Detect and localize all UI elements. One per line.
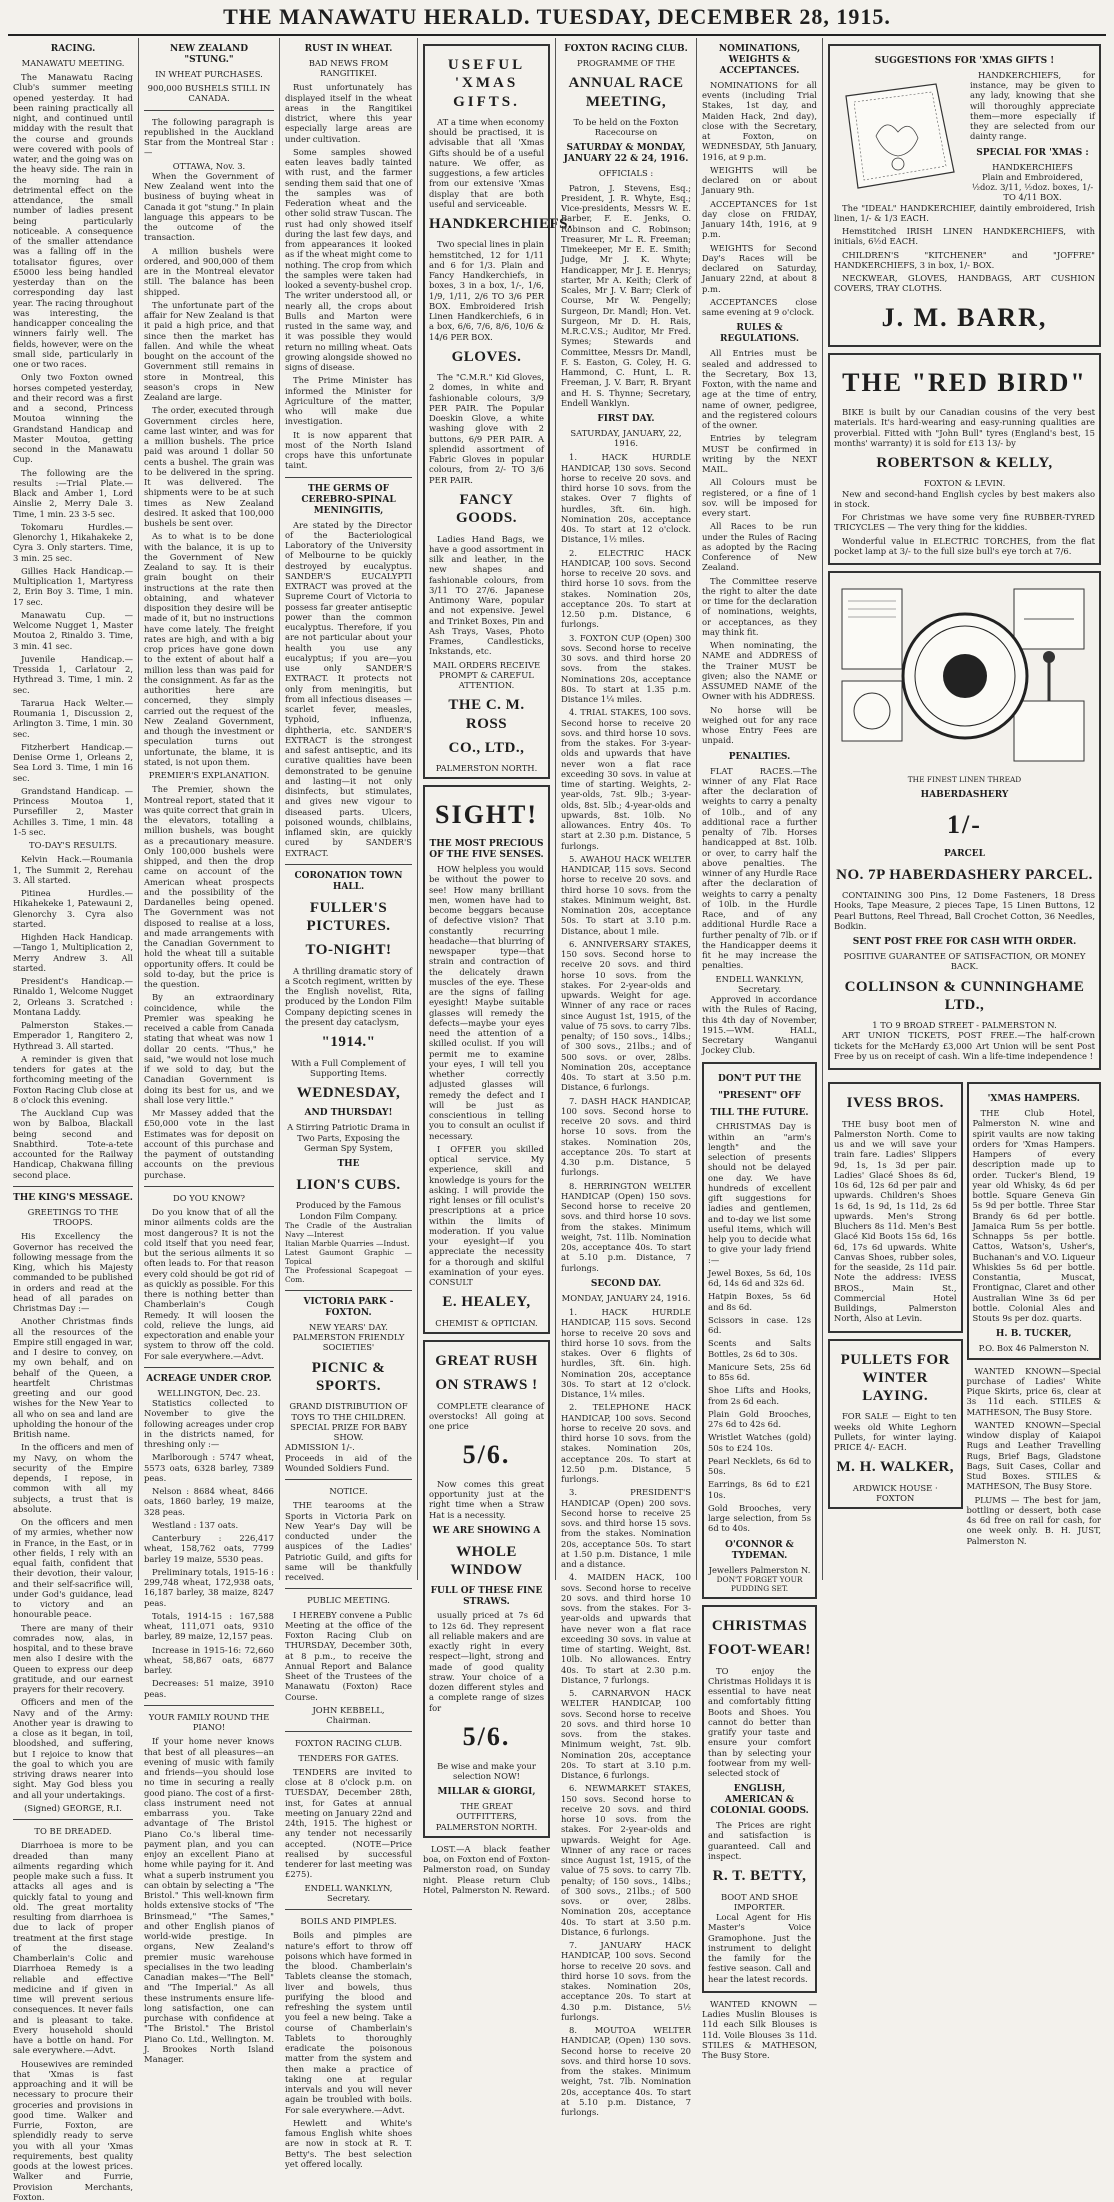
rush-visit: Be wise and make your selection NOW! — [437, 1760, 536, 1781]
race-entry: 4. MAIDEN HACK, 100 sovs. Second horse to receive 20 sovs. and third horse 10 sovs. from the stakes. For 3-year-olds and upwards that have never won a flat race exceeding 30 sovs. in value at time of starting. Weight, 8st. 10lb. No allowances. Entry 40s. To start at 2.30 p.m. Distance, 7 furlongs. — [561, 1572, 691, 1685]
article-paragraph: ACCEPTANCES close same evening at 9 o'clock. — [702, 296, 817, 318]
acreage-heading: ACREAGE UNDER CROP. — [146, 1373, 272, 1384]
coronation-cubs: LION'S CUBS. — [296, 1176, 401, 1193]
parcel-box-label: HABERDASHERY — [920, 790, 1009, 801]
handkerchief-illustration — [834, 74, 964, 199]
article-paragraph: Tokomaru Hurdles.—Glenorchy 1, Hikahakeke 2, Cyra 3. Only starters. Time, 3 min. 25 sec. — [13, 521, 133, 563]
divider — [144, 1705, 274, 1706]
gift-item: Shoe Lifts and Hooks, from 2s 6d each. — [708, 1385, 811, 1406]
footwear-heading-line2: FOOT-WEAR! — [708, 1642, 811, 1659]
firm-name: ROBERTSON & KELLY, — [876, 455, 1053, 472]
firm-name: COLLINSON & CUNNINGHAME LTD., — [844, 978, 1085, 1013]
column-3 — [279, 38, 417, 2169]
parcel-price: 1/- — [947, 810, 982, 840]
article-paragraph: Marlborough : 5747 wheat, 5573 oats, 6328 barley, 7389 peas. — [144, 1452, 274, 1483]
ad-paragraph: New and second-hand English cycles by best makers also in stock. — [834, 488, 1095, 509]
officials-heading: OFFICIALS : — [598, 168, 654, 179]
stung-lead: 900,000 BUSHELS STILL IN CANADA. — [147, 83, 271, 104]
firm-town: Jewellers Palmerston N. — [708, 1564, 811, 1575]
tenders-heading: FOXTON RACING CLUB. — [294, 1738, 403, 1749]
dontput-line3: TILL THE FUTURE. — [710, 1107, 809, 1118]
signature: JOHN KEBBELL, — [312, 1704, 385, 1715]
article-paragraph: Rust unfortunately has displayed itself in the wheat areas in the Rangitikei district, where this year especially large areas are under cultivation. — [285, 82, 412, 144]
ad-paragraph: The Prices are right and satisfaction is guaranteed. Call and inspect. — [708, 1820, 811, 1861]
article-paragraph: THE tearooms at the Sports in Victoria Park on New Year's Day will be conducted under the auspices of the Ladies' Patriotic Guild, and gifts for same will be thankfully received. — [285, 1500, 412, 1583]
ad-paragraph: Wonderful value in ELECTRIC TORCHES, from the flat pocket lamp at 3/- to the full size bull's eye torch at 7/6. — [834, 535, 1095, 556]
rust-subheading: BAD NEWS FROM RANGITIKEI. — [308, 57, 389, 79]
article-paragraph: If your home never knows that best of all pleasures—an evening of music with family and friends—you should lose no time in securing a really good piano. The cost of a first-class instrument need not embarrass you. Take advantage of The Bristol Piano Co.'s liberal time-payment plan, and you can enjoy an excellent Piano at home while paying for it. And what a superb instrument you can obtain by selecting a "The Bristol." This well-known firm holds extensive stocks of "The Brinsmead," "The Sames," and other English pianos of world-wide prestige. In organs, New Zealand's premier music warehouse specialises in the two leading Canadian makes—"The Bell" and "The Imperial." As all these instruments ensure life-long satisfaction, one can purchase with confidence at "The Bristol." The Bristol Piano Co. Ltd., Wellington. M. J. Brookes North Island Manager. — [144, 1736, 274, 2065]
article-paragraph: Boils and pimples are nature's effort to throw off poisons which have formed in the blood. Chamberlain's Tablets cleanse the stomach, liver and bowels, thus purifying the blood and refreshing the system until you feel a new being. Take a course of Chamberlain's Tablets to thoroughly eradicate the poisonous matter from the system and then make a practice of taking one at regular intervals and you will never again be troubled with boils. For sale everywhere.—Advt. — [285, 1930, 412, 2115]
penalties-heading: PENALTIES. — [728, 751, 791, 762]
stung-subheading: IN WHEAT PURCHASES. — [155, 68, 263, 79]
race-entry: 5. CARNARVON HACK WELTER HANDICAP, 100 sovs. Second horse to receive 20 sovs. and third horse 10 sovs. from the stakes. Minimum weight, 7st. 9lb. Nomination 20s, acceptance 20s. To start at 3.10 p.m. Distance, 6 furlongs. — [561, 1688, 691, 1781]
article-paragraph: President's Handicap.—Rinaldo 1, Welcome Nugget 2, Orleans 3. Scratched : Montana Laddy. — [13, 976, 133, 1017]
article-paragraph: Nelson : 8684 wheat, 8466 oats, 1860 barley, 19 maize, 328 peas. — [144, 1486, 274, 1517]
club-heading: FOXTON RACING CLUB. — [564, 44, 688, 54]
racing-heading: RACING. — [50, 44, 96, 54]
pudding-note: DON'T FORGET YOUR PUDDING SET. — [716, 1574, 803, 1593]
article-paragraph: No horse will be weighed out for any race whose Entry Fees are unpaid. — [702, 704, 817, 746]
victoria-day: NEW YEARS' DAY. — [309, 1321, 388, 1332]
coronation-feature: "1914." — [321, 1034, 376, 1051]
article-paragraph: WEIGHTS will be declared on or about January 9th. — [702, 164, 817, 196]
handkerchiefs-heading: HANDKERCHIEFS. — [429, 216, 573, 233]
race-entry: 7. DASH HACK HANDICAP, 100 sovs. Second horse to receive 20 sovs. and third horse 10 sovs. from the stakes. Nomination 20s, acceptance 20s. To start at 4.30 p.m. Distance, 5 furlongs. — [561, 1095, 691, 1178]
ad-paragraph: Local Agent for His Master's Voice Gramophone. Just the instrument to delight the family for the festive season. Call and hear the latest records. — [708, 1912, 811, 1984]
second-day-heading: SECOND DAY. — [590, 1278, 662, 1289]
article-paragraph: Officers and men of the Navy and of the Army: Another year is drawing to a close as it began, in toil, bloodshed, and suffering, but I rejoice to know that the goal to which you are striving draws nearer into sight. May God bless you and all your undertakings. — [13, 1697, 133, 1800]
divider — [13, 1819, 133, 1820]
article-paragraph: As to what is to be done with the balance, it is up to the Government of New Zealand to say. It is their grain bought on their instructions at the rate then obtaining, and whatever disposition they desire will be made of it, but no instructions have come lately. The freight rates are high, and with a big crop prices have gone down to the extent of about half a million less than was paid for the consignment. As far as the authorities here are concerned, they simply carried out the request of the New Zealand Government, and though the investment or speculation turns out unfortunate, the blame, it is stated, is not upon them. — [144, 531, 274, 767]
article-paragraph: Fitzherbert Handicap.—Denise Orme 1, Orleans 2, Sea Lord 3. Time, 1 min 16 sec. — [13, 741, 133, 783]
second-day-date: MONDAY, JANUARY 24, 1916. — [561, 1292, 691, 1303]
gift-item: Jewel Boxes, 5s 6d, 10s 6d, 14s 6d and 32s 6d. — [708, 1267, 811, 1289]
dontput-line2: "PRESENT" OFF — [718, 1090, 801, 1101]
race-entry: 5. AWAHOU HACK WELTER HANDICAP, 115 sovs. Second horse to receive 20 sovs. and third horse 10 sovs. from the stakes. Minimum weight, 8st. Nomination 20s, acceptance 50s. To start at 3.10 p.m. Distance, about 1 mile. — [561, 853, 691, 936]
article-paragraph: Gillies Hack Handicap.—Multiplication 1, Martyress 2, Erin Boy 3. Time, 1 min. 17 sec. — [13, 565, 133, 607]
article-paragraph: The following paragraph is republished in the Auckland Star from the Montreal Star :— — [144, 116, 274, 158]
king-heading: THE KING'S MESSAGE. — [13, 1192, 133, 1203]
divider — [285, 477, 412, 478]
gift-item: Scents and Salts Bottles, 2s 6d to 30s. — [708, 1338, 811, 1359]
gift-item: Manicure Sets, 25s 6d to 85s 6d. — [708, 1361, 811, 1383]
article-paragraph: It is now apparent that most of the North Island crops have this unfortunate taint. — [285, 429, 412, 471]
article-paragraph: Mr Massey added that the £50,000 vote in the last Estimates was for deposit on account of this purchase and the payment of outstanding accounts on the previous purchase. — [144, 1108, 274, 1180]
king-signature: (Signed) GEORGE, R.I. — [24, 1802, 122, 1813]
ad-paragraph: Ladies Hand Bags, we have a good assortment in silk and leather, in the new shapes and fashionable colours, from 3/11 TO 27/6. Japanese Antimony Ware, popular and not expensive. Jewel and Trinket Boxes, Pin and Ash Trays, Vases, Photo Frames, Candlesticks, Inkstands, etc. — [429, 533, 544, 657]
piano-heading: YOUR FAMILY ROUND THE PIANO! — [148, 1711, 270, 1733]
article-paragraph: Are stated by the Director of the Bacteriological Laboratory of the University of Melbourne to be quickly destroyed by eucalyptus. SANDER'S EUCALYPTI EXTRACT was proved at the Supreme Court of Victoria to possess far greater antiseptic power than the common eucalyptus. Therefore, if you are not particular about your health you use any eucalyptus; if you are—you use only SANDER'S EXTRACT. It protects not only from meningitis, but from all infectious diseases — scarlet fever, measles, typhoid, influenza, diphtheria, etc. SANDER'S EXTRACT is the strongest and safest antiseptic, and its curative qualities have been demonstrated to be genuine and lasting—it not only disinfects, but stimulates, and gives new vigour to diseased parts. Ulcers, poisoned wounds, chilblains, inflamed skin, are quickly cured by SANDER'S EXTRACT. — [285, 519, 412, 858]
article-paragraph: Diarrhoea is more to be dreaded than many ailments regarding which people make such a fuss. It attacks all ages and is quickly fatal to young and old. The great mortality resulting from diarrhoea is due to lack of proper treatment at the first stage of the disease. Chamberlain's Colic and Diarrhoea Remedy is a reliable and effective medicine and if given in time will prevent serious consequences. It never fails and is pleasant to take. Every household should have a bottle on hand. For sale everywhere.—Advt. — [13, 1840, 133, 2056]
barr-ad — [828, 44, 1101, 347]
ad-paragraph: COMPLETE clearance of overstocks! All going at one price — [429, 1400, 544, 1432]
race-entry: 7. JANUARY HACK HANDICAP, 100 sovs. Second horse to receive 20 sovs. and third horse 10 sovs. from the stakes. Nomination 20s, acceptance 20s. To start at 4.30 p.m. Distance, 5½ furlongs. — [561, 1940, 691, 2022]
jeweller-ad — [702, 1062, 817, 1599]
article-paragraph: Only two Foxton owned horses competed yesterday, and their record was a first and a second, Princess Moutoa winning the Grandstand Handicap and Master Moutoa, getting second in the Manawatu Cup. — [13, 372, 133, 465]
held-at: To be held on the Foxton Racecourse on — [573, 116, 679, 138]
hampers-heading: 'XMAS HAMPERS. — [987, 1094, 1080, 1105]
xmas-heading: USEFUL 'XMAS GIFTS. — [447, 57, 526, 110]
premier-heading: PREMIER'S EXPLANATION. — [148, 770, 270, 781]
article-paragraph: ACCEPTANCES for 1st day close on FRIDAY, January 14th, 1916, at 9 p.m. — [702, 198, 817, 240]
article-paragraph: In the officers and men of my Navy, on whom the security of the Empire depends, I repose, in common with all my subjects, a trust that is absolute. — [13, 1442, 133, 1514]
article-paragraph: Palmerston Stakes.—Emperador 1, Rangitero 2, Hythread 3. All started. — [13, 1020, 133, 1051]
article-paragraph: All Entries must be sealed and addressed to the Secretary, Box 13, Foxton, with the name and age at the time of entry, name of owner, pedigree, and the registered colours of the owner. — [702, 348, 817, 431]
coronation-title: CORONATION TOWN HALL. — [294, 870, 403, 892]
article-paragraph: All Colours must be registered, or a fine of 1 sov. will be imposed for every start. — [702, 477, 817, 519]
coronation-thursday: AND THURSDAY! — [304, 1108, 393, 1119]
article-paragraph: Some samples showed eaten leaves badly tainted with rust, and the farmer sending them said that one of the samples was of Federation wheat and the other solid straw Tuscan. The rust had only showed itself during the last few days, and from appearances it looked as if the wheat might come to nothing. The crop from which the samples were taken had looked a seventy-bushel crop. The writer understood all, or nearly all, the crops about Bulls and Marton were rusted in the same way, and it was possible they would return no milling wheat. Oats growing alongside showed no signs of disease. — [285, 146, 412, 373]
first-day-heading: FIRST DAY. — [597, 414, 655, 424]
suggestions-heading: SUGGESTIONS FOR 'XMAS GIFTS ! — [874, 56, 1055, 66]
divider — [144, 110, 274, 111]
mail-orders: MAIL ORDERS RECEIVE PROMPT & CAREFUL ATTENTION. — [432, 659, 541, 691]
coronation-wednesday: WEDNESDAY, — [296, 1085, 401, 1101]
firm-town: PALMERSTON NORTH. — [435, 1821, 538, 1832]
ad-paragraph: AT a time when economy should be practised, it is advisable that all 'Xmas Gifts should be of a useful nature. We offer, as suggestions, a few articles from our extensive 'Xmas display that are both useful and serviceable. — [429, 116, 544, 209]
doyou-heading: DO YOU KNOW? — [173, 1192, 245, 1203]
article-paragraph: I HEREBY convene a Public Meeting at the office of the Foxton Racing Club on THURSDAY, December 30th, at 8 p.m., to receive the Annual Report and Balance Sheet of the Trustees of the Manawatu (Foxton) Race Course. — [285, 1609, 412, 1702]
signature: ENDELL WANKLYN, — [715, 973, 804, 984]
programme-item: The Cradle of the Australian Navy —Interest — [285, 1220, 412, 1239]
article-paragraph: NOMINATIONS for all events (including Trial Stakes, 1st day, and Maiden Hack, 2nd day), close with the Secretary, at Foxton, on WEDNESDAY, 5th January, 1916, at 9 p.m. — [702, 79, 817, 162]
article-paragraph: Hewlett and White's famous English white shoes are now in stock at R. T. Betty's. The best selection yet offered locally. — [285, 2117, 412, 2169]
ad-paragraph: CONTAINING 300 Pins, 12 Dome Fasteners, 18 Dress Hooks, Tape Measure, 2 pieces Tape, 15 Linen Buttons, 12 Pearl Buttons, Reel Thread, Ball Crochet Cotton, 36 Needles, Bodkin. — [834, 890, 1095, 931]
divider — [13, 1186, 133, 1187]
price-label: 5/6. — [462, 1721, 511, 1751]
firm-name: THE C. M. ROSS — [448, 697, 525, 732]
annual-meeting: ANNUAL RACE MEETING, — [568, 75, 684, 110]
article-paragraph: TENDERS are invited to close at 8 o'clock p.m. on TUESDAY, December 28th, inst, for Gates at annual meeting on January 22nd and 24th, 1915. The highest or any tender not necessarily accepted. (NOTE—Price realised by successful tenderer for last meeting was £275). — [285, 1766, 412, 1880]
divider — [285, 1588, 412, 1589]
wanted-notice: WANTED KNOWN — Ladies Muslin Blouses is 11d each Silk Blouses is 11d. Voile Blouses 3s 11d. STILES & MATHESON, The Busy Store. — [702, 1998, 817, 2061]
xmas-gifts-ad — [423, 44, 573, 779]
race-entry: 1. HACK HURDLE HANDICAP, 115 sovs. Second horse to receive 20 sovs and third horse 10 sovs. from the stakes. Over 6 flights of hurdles, 3ft. 6in. high. Nomination 20s, acceptance 30s. To start at 12 o'clock. Distance, 1¼ miles. — [561, 1307, 691, 1400]
victoria-proceeds: Proceeds in aid of the Wounded Soldiers Fund. — [285, 1452, 412, 1473]
ad-paragraph: CHILDREN'S "KITCHENER" and "JOFFRE" HANDKERCHIEFS, 3 in box, 1/- BOX. — [834, 249, 1095, 270]
race-entry: 8. HERRINGTON WELTER HANDICAP (Open) 150 sovs. Second horse to receive 20 sovs. and third horse 10 sovs. from the stakes. Minimum weight, 7st. 11lb. Nomination 20s, acceptance 40s. To start at 5.10 p.m. Distance, 7 furlongs. — [561, 1180, 691, 1273]
programme-label: PROGRAMME OF THE — [576, 57, 676, 68]
article-paragraph: Canterbury : 226,417 wheat, 158,762 oats, 7799 barley 19 maize, 5530 peas. — [144, 1533, 274, 1564]
article-paragraph: His Excellency the Governor has received the following message from the King, which his Majesty commanded to be published in orders and read at the head of all parades on Christmas Day :— — [13, 1231, 133, 1314]
king-subheading: GREETINGS TO THE TROOPS. — [27, 1206, 119, 1228]
article-paragraph: Totals, 1914-15 : 167,588 wheat, 111,071 oats, 9310 barley, 89 maize, 12,157 peas. — [144, 1610, 274, 1642]
article-paragraph: The Prime Minister has informed the Minister for Agriculture of the matter, who will make due investigation. — [285, 375, 412, 427]
ad-paragraph: Hemstitched IRISH LINEN HANDKERCHIEFS, with initials, 6½d EACH. — [834, 226, 1095, 247]
guarantee: POSITIVE GUARANTEE OF SATISFACTION, OR MONEY BACK. — [843, 951, 1086, 972]
optician-trade: CHEMIST & OPTICIAN. — [435, 1317, 538, 1328]
wanted-notice: WANTED KNOWN—Special purchase of Ladies' White Pique Skirts, price 6s, clear at 3s 11d each. STILES & MATHESON, The Busy Store. — [966, 1365, 1101, 1417]
showing-line: WE ARE SHOWING A — [432, 1525, 541, 1536]
programme-item: Italian Marble Quarries —Indust. — [285, 1238, 410, 1248]
race-entry: 3. PRESIDENT'S HANDICAP (Open) 200 sovs. Second horse to receive 25 sovs. and third horse 15 sovs. from the stakes. Nomination 20s, acceptance 50s. To start at 1.50 p.m. Distance, 1 mile and a distance. — [561, 1487, 691, 1570]
ad-paragraph: CHRISTMAS Day is within an "arm's length" and the selection of presents should not be delayed one day. We have hundreds of excellent gift suggestions for ladies and gentlemen, and to-day we list some useful items, which will help you to decide what to give your lady friend :— — [708, 1121, 811, 1265]
gift-item: Earrings, 8s 6d to £21 10s. — [708, 1479, 811, 1500]
article-paragraph: There are many of their comrades now, alas, in hospital, and to these brave men also I desire with the Queen to express our deep gratitude, and our earnest prayers for their recovery. — [13, 1622, 133, 1695]
ad-paragraph: TO enjoy the Christmas Holidays it is essential to have neat and comfortably fitting Boots and Shoes. You cannot do better than gratify your taste and ensure your comfort than by selecting your footwear from my well-selected stock of — [708, 1665, 811, 1779]
dateline: WELLINGTON, Dec. 23. — [157, 1387, 261, 1398]
results-heading: TO-DAY'S RESULTS. — [28, 840, 118, 851]
showing-window: WHOLE WINDOW — [450, 1543, 523, 1579]
coronation-subtitle: FULLER'S PICTURES. — [306, 899, 391, 935]
article-paragraph: Highden Hack Handicap.—Tango 1, Multiplication 2, Merry Andrew 3. All started. — [13, 932, 133, 973]
divider — [144, 1186, 274, 1187]
racing-subheading: MANAWATU MEETING. — [21, 57, 125, 68]
column-2 — [138, 38, 279, 2065]
coronation-drama: A Stirring Patriotic Drama in Two Parts, Exposing the German Spy System, — [287, 1122, 410, 1153]
coronation-produced: Produced by the Famous London Film Company. — [295, 1200, 402, 1221]
ad-paragraph: The "IDEAL" HANDKERCHIEF, daintily embroidered, Irish linen, 1/- & 1/3 EACH. — [834, 202, 1095, 223]
programme-item: Latest Gaumont Graphic —Topical — [285, 1247, 412, 1266]
divider — [285, 864, 412, 865]
publicmeeting-heading: PUBLIC MEETING. — [307, 1595, 390, 1606]
firm-name: R. T. BETTY, — [712, 1868, 807, 1885]
programme-item: The Professional Scapegoat —Com. — [285, 1265, 412, 1284]
officials-list: Patron, J. Stevens, Esq.; President, J. R. Whyte, Esq.; Vice-presidents, Messrs W. E. Barber, F. E. Jenks, O. Robinson and C. Robinson; Treasurer, Mr L. R. Freeman; Timekeeper, Mr E. E. Smith; Judge, Mr J. K. Whyte; Handicapper, Mr J. E. Henrys; starter, Mr A. Keith; Clerk of Scales, Mr J. V. Barr; Clerk of Course, Mr W. Pengelly; Surgeon, Dr. Mandl; Hon. Vet. Surgeon, Mr D. H. Rais, M.R.C.V.S.; Auditor, Mr Fred. Symes; Stewards and Committee, Messrs Dr. Mandl, F. S. Easton, G. Coley, H. G. Hammond, C. Hunt, L. R. Freeman, J. V. Barr, R. Bryant and H. S. Thynne; Secretary, Endell Wanklyn. — [561, 182, 691, 408]
article-paragraph: The Premier, shown the Montreal report, stated that it was quite correct that grain in the elevators, totalling a million bushels, was bought as a precautionary measure. Only 100,000 bushels were shipped, and then the drop came on account of the American wheat prospects and the possibility of the Dardanelles being opened. The Government was not disposed to realise at a loss, and made arrangements with the Canadian Government to hold the wheat till a suitable opportunity offers. It could be sold to-day, but the price is the question. — [144, 784, 274, 990]
firm-name: MILLAR & GIORGI, — [437, 1787, 536, 1798]
race-entry: 2. TELEPHONE HACK HANDICAP, 100 sovs. Second horse to receive 20 sovs. and third horse 10 sovs. from the stakes. Nomination 20s, acceptance 20s. To start at 12.50 p.m. Distance, 5 furlongs. — [561, 1402, 691, 1485]
haberdashery-ad — [828, 571, 1101, 1070]
race-entry: 1. HACK HURDLE HANDICAP, 130 sovs. Second horse to receive 20 sovs. and third horse 10 sovs. from the stakes. Over 7 flights of hurdles, 3ft. 6in. high. Nomination 20s, acceptance 40s. To start at 12 o'clock. Distance, 1½ miles. — [561, 452, 691, 545]
wanted-notice: WANTED KNOWN—Special window display of Kaiapoi Rugs and Leather Travelling Rugs, Brief Bags, Gladstone Bags, Suit Cases, Collar and Stud Boxes. STILES & MATHESON, The Busy Store. — [966, 1419, 1101, 1492]
showing-straws: FULL OF THESE FINE STRAWS. — [430, 1585, 543, 1607]
firm-address: 1 TO 9 BROAD STREET - PALMERSTON N. — [872, 1020, 1057, 1031]
article-paragraph: Entries by telegram MUST be confirmed in writing by the NEXT MAIL. — [702, 433, 817, 475]
ad-paragraph: Two special lines in plain hemstitched, 12 for 1/11 and 6 for 1/3. Plain and Fancy Handkerchiefs, in boxes, 3 in a box, 1/-, 1/6, 1/9, 1/11, 2/6 TO 3/6 PER BOX. Embroidered Irish Linen Handkerchiefs, 6 in a box, 6/6, 7/6, 8/6, 10/6 & 14/6 PER BOX. — [429, 239, 544, 342]
ad-paragraph: I OFFER you skilled optical service. My experience, skill and knowledge is yours for the asking. I will provide the right lenses or fill oculist's prescriptions at a price within the limits of moderation. If you value your eyesight—if you appreciate the necessity for a thorough and skilful examination of your eyes. CONSULT — [429, 1143, 544, 1288]
firm-trade: BOOT AND SHOE IMPORTER. — [720, 1891, 799, 1912]
firm-name-line2: CO., LTD., — [448, 739, 525, 756]
firm-name: J. M. BARR, — [881, 302, 1048, 332]
ad-paragraph: HANDKERCHIEFS, for instance, may be given to any lady, knowing that she will thoroughly appreciate them—more especially if they are selected from our dainty range. — [970, 69, 1095, 142]
column-4 — [417, 38, 573, 1895]
article-paragraph: When nominating, the NAME and ADDRESS of the Trainer MUST be given; also the NAME or ASSUMED NAME of the Owner with his ADDRESS. — [702, 640, 817, 702]
ad-paragraph: Now comes this great opportunity just at the right time when a Straw Hat is a necessity. — [429, 1478, 544, 1520]
divider — [285, 1479, 412, 1480]
victoria-picnic: PICNIC & SPORTS. — [311, 1359, 386, 1394]
divider — [285, 1909, 412, 1910]
gift-item: Gold Brooches, very large selection, from 5s 6d to 40s. — [708, 1502, 811, 1534]
price-label: 5/6. — [462, 1440, 511, 1470]
article-paragraph: Manawatu Cup. — Welcome Nugget 1, Master Moutoa 2, Rinaldo 3. Time, 3 min. 41 sec. — [13, 609, 133, 651]
article-paragraph: Kelvin Hack.—Roumania 1, The Summit 2, Rerehau 3. All started. — [13, 854, 133, 885]
ad-paragraph: HOW helpless you would be without the power to see! How many brilliant men, women have had to become beggars because of defective vision? That constantly recurring headache—that blurring of newspaper type—that strain and contraction of the delicately drawn muscles of the eye. These are the signs of failing eyesight! Maybe suitable glasses will remedy the defects—maybe your eyes need the attention of a skilled oculist. If you will permit me to examine your eyes, I will tell you whether correctly adjusted glasses will remedy the defect and I will be just as conscientious in telling you to consult an oculist if necessary. — [429, 864, 544, 1141]
victoria-baby: SPECIAL PRIZE FOR BABY SHOW. — [290, 1421, 407, 1443]
lost-notice: LOST.—A black feather boa, on Foxton end of Foxton-Palmerston road, on Sunday night. Please return Club Hotel, Palmerston N. Reward. — [423, 1843, 550, 1895]
article-paragraph: FLAT RACES.—The winner of any Flat Race after the declaration of weights to carry a penalty of 10lb., and of any additional race a further penalty of 7lb. Horses handicapped at 8st. 10lb. or over, to carry half the above penalties. The winner of any Hurdle Race after the declaration of weights to carry a penalty of 10lb. in the Hurdle Race, and of any additional Hurdle Race a further penalty of 7lb. or if the Handicapper deems it fit he may increase the penalties. — [702, 765, 817, 971]
victoria-title: VICTORIA PARK - FOXTON. — [303, 1297, 394, 1318]
tenders-subheading: TENDERS FOR GATES. — [298, 1752, 399, 1763]
ad-paragraph: FOR SALE — Eight to ten weeks old White Leghorn Pullets, for winter laying. PRICE 4/- EACH. — [834, 1411, 957, 1453]
firm-address: ARDWICK HOUSE · FOXTON — [852, 1482, 938, 1503]
dontput-line1: DON'T PUT THE — [718, 1073, 801, 1084]
footwear-ad — [702, 1605, 817, 1993]
ad-paragraph: THE busy boot men of Palmerston North. Come to us and we will save your train fare. Ladies' Slippers 9d, 1s, 1s 3d per pair. Ladies' Glacé Shoes 8s 6d, 10s 6d, 12s 6d per pair and upwards. Children's Shoes 1s 6d, 1s 9d, 1s 11d, 2s 6d upwards. Men's Strong Bluchers 8s 11d. Men's Best Glacé Kid Boots 15s 6d, 16s 6d, 17s 6d upwards. White Canvas Shoes, rubber soles, for the seaside, 2s 11d pair. Note the address: IVESS BROS., Main St., Commercial Hotel Buildings, Palmerston North, Also at Levin. — [834, 1118, 957, 1324]
rush-heading-line2: ON STRAWS ! — [435, 1377, 538, 1394]
pullets-heading: PULLETS FOR WINTER LAYING. — [840, 1351, 950, 1405]
race-entry: 6. ANNIVERSARY STAKES, 150 sovs. Second horse to receive 20 sovs. and third horse 10 sovs. from the stakes. For 2-year-olds and upwards. Weight for age. Winner of any race or races since August 1st, 1915, of the value of 75 sovs. to carry 7lbs. penalty; of 150 sovs., 14lbs.; of 300 sovs., 21lbs.; and of 500 sovs. or over, 28lbs. Nomination 20s, acceptance 40s. To start at 3.50 p.m. Distance, 6 furlongs. — [561, 938, 691, 1093]
article-paragraph: When the Government of New Zealand went into the business of buying wheat in Canada it got "stung." In plain language this appears to be the outcome of the transaction. — [144, 170, 274, 243]
column-5 — [555, 38, 696, 2118]
victoria-societies: PALMERSTON FRIENDLY SOCIETIES' — [292, 1332, 405, 1353]
article-paragraph: The order, executed through Government circles here, came last winter, and was for a million bushels. The price paid was around 1 dollar 50 cents a bushel. The grain was to be delivered in the spring. It was delivered. The shipments were to be at such times as New Zealand desired. It asked that 100,000 bushels be sent over. — [144, 405, 274, 529]
stung-heading: NEW ZEALAND "STUNG." — [169, 44, 249, 65]
article-paragraph: Decreases: 51 maize, 3910 peas. — [144, 1678, 274, 1699]
article-paragraph: Juvenile Handicap.—Tressida 1, Carlatour 2, Hythread 3. Time, 1 min. 2 sec. — [13, 653, 133, 695]
masthead — [0, 0, 1114, 34]
ivess-ad — [828, 1082, 963, 1332]
firm-name: H. B. TUCKER, — [995, 1329, 1072, 1340]
race-entry: 8. MOUTOA WELTER HANDICAP, (Open) 130 sovs. Second horse to receive 20 sovs. and third horse 10 sovs. from the stakes. Minimum weight, 7st. 7lb. Nomination 20s, acceptance 40s. To start at 5.10 p.m. Distance, 7 furlongs. — [561, 2025, 691, 2118]
fancy-goods-heading: FANCY GOODS. — [456, 491, 517, 527]
signature-title: Secretary. — [327, 1892, 370, 1903]
article-paragraph: By an extraordinary coincidence, while the Premier was speaking he received a cable from Canada stating that wheat was now 1 dollar 20 cents. "Thus," he said, "we would not lose much if we sold to day, but the Canadian Government is doing its best for us, and we shall lose very little." — [144, 992, 274, 1105]
article-paragraph: Tararua Hack Welter.—Roumania 1, Discussion 2, Arlington 3. Time, 1 min. 30 sec. — [13, 697, 133, 739]
handkerchiefs-label: HANDKERCHIEFS — [992, 161, 1073, 172]
sight-subheading: THE MOST PRECIOUS OF THE FIVE SENSES. — [429, 839, 544, 861]
plums-notice: PLUMS — The best for jam, bottling or dessert, both case 4s 6d free on rail for cash, for one week only. B. H. JUST, Palmerston N. — [966, 1494, 1101, 1546]
firm-address: P.O. Box 46 Palmerston N. — [978, 1343, 1089, 1354]
gift-item: Hatpin Boxes, 5s 6d and 8s 6d. — [708, 1291, 811, 1312]
straws-ad — [423, 1340, 550, 1838]
hampers-ad — [967, 1082, 1102, 1359]
sight-ad — [423, 785, 550, 1333]
article-paragraph: WEIGHTS for Second Day's Races will be declared on Saturday, January 22nd, at about 8 p.m. — [702, 242, 817, 294]
handkerchiefs-price: Plain and Embroidered, ½doz. 3/11, ½doz. boxes, 1/- TO 4/11 BOX. — [971, 171, 1094, 203]
article-paragraph: The Committee reserve the right to alter the date or time for the declaration of nominations, weights, or acceptances, as they may think fit. — [702, 575, 817, 637]
firm-tagline: THE GREAT OUTFITTERS, — [456, 1801, 517, 1822]
parcel-heading: NO. 7P HABERDASHERY PARCEL. — [836, 866, 1093, 883]
sight-heading: SIGHT! — [434, 800, 539, 830]
dreaded-heading: TO BE DREADED. — [34, 1826, 112, 1837]
rules-heading: RULES & REGULATIONS. — [720, 323, 799, 345]
firm-town: PALMERSTON NORTH. — [435, 763, 538, 774]
article-paragraph: The following are the results :—Trial Plate.—Black and Amber 1, Lord Ainslie 2, Merry Dale 3. Time, 1 min. 23 3-5 sec. — [13, 467, 133, 519]
gift-item: Pearl Necklets, 6s 6d to 50s. — [708, 1455, 811, 1477]
gift-item: Wristlet Watches (gold) 50s to £24 10s. — [708, 1432, 811, 1453]
firm-name: M. H. WALKER, — [836, 1459, 954, 1476]
article-paragraph: Housewives are reminded that 'Xmas is fast approaching and it will be necessary to procure their groceries and provisions in good time. Walker and Furrie, Foxton, are splendidly ready to serve you with all your 'Xmas requirements, best quality goods at the lowest prices. Walker and Furrie, Provision Merchants, Foxton. — [13, 2058, 133, 2202]
column-6 — [696, 38, 822, 2061]
column-1 — [8, 38, 138, 2202]
article-paragraph: Westland : 137 oats. — [152, 1519, 239, 1530]
article-paragraph: Preliminary totals, 1915-16 : 299,748 wheat, 172,938 oats, 16,187 barley, 38 maize, 8247 peas. — [144, 1566, 274, 1608]
gift-item: Scissors in case. 12s 6d. — [708, 1314, 811, 1336]
article-paragraph: A million bushels were ordered, and 900,000 of them are in the Montreal elevator still. The balance has been shipped. — [144, 245, 274, 297]
article-paragraph: A reminder is given that tenders for gates at the forthcoming meeting of the Foxton Racing Club close at 8 o'clock this evening. — [13, 1053, 133, 1105]
article-paragraph: Statistics collected to November to give the following acreages under crop in the districts named, for threshing only :— — [144, 1398, 274, 1450]
redbird-heading: THE "RED BIRD" — [842, 368, 1087, 398]
coronation-the: THE — [337, 1159, 360, 1170]
boils-heading: BOILS AND PIMPLES. — [300, 1916, 397, 1927]
ivess-heading: IVESS BROS. — [846, 1095, 944, 1112]
special-heading: SPECIAL FOR 'XMAS : — [976, 147, 1089, 158]
nominations-heading: NOMINATIONS, WEIGHTS & ACCEPTANCES. — [718, 44, 801, 76]
article-paragraph: Approved in accordance with the Rules of Racing, this 4th day of November, 1915.—WM. HALL, Secretary Wanganui Jockey Club. — [702, 994, 817, 1056]
dateline: OTTAWA, Nov. 3. — [172, 160, 246, 171]
newspaper-title: THE MANAWATU HERALD. TUESDAY, DECEMBER 28, 1915. — [223, 4, 891, 29]
footwear-goods: ENGLISH, AMERICAN & COLONIAL GOODS. — [710, 1784, 809, 1817]
signature-title: Chairman. — [326, 1715, 371, 1726]
gift-item: Plain Gold Brooches, 27s 6d to 42s 6d. — [708, 1408, 811, 1430]
signature-title: Secretary. — [738, 983, 781, 994]
article-paragraph: Another Christmas finds all the resources of the Empire still engaged in war, and I desire to convey, on my own behalf, and on behalf of the Queen, a heartfelt Christmas greeting and our good wishes for the New Year to all who on sea and land are upholding the honour of the British name. — [13, 1316, 133, 1440]
ad-paragraph: NECKWEAR, GLOVES, HANDBAGS, ART CUSHION COVERS, TRAY CLOTHS. — [834, 273, 1095, 294]
haberdashery-parcel-illustration — [834, 581, 1095, 771]
column-7 — [822, 38, 1106, 1580]
victoria-toys: GRAND DISTRIBUTION OF TOYS TO THE CHILDREN. — [289, 1401, 408, 1422]
thread-card-label: THE FINEST LINEN THREAD — [907, 775, 1022, 785]
first-day-date: SATURDAY, JANUARY, 22, 1916. — [570, 427, 682, 449]
article-paragraph: Do you know that of all the minor ailments colds are the most dangerous? It is not the cold itself that you need fear, but the serious ailments it so often leads to. For that reason every cold should be got rid of as quickly as possible. For this there is nothing better than Chamberlain's Cough Remedy. It will loosen the cold, relieve the lungs, aid expectoration and enable your system to throw off the cold. For sale everywhere.—Advt. — [144, 1207, 274, 1361]
ad-paragraph: THE Club Hotel, Palmerston N. wine and spirit vaults are now taking orders for 'Xmas Hampers. Hampers of every description made up to order. Tucker's Blend, 19 year old Whisky, 4s 6d per bottle. Square Geneva Gin 5s 9d per bottle. Three Star Brandy 6s 6d per bottle. Jamaica Rum 5s per bottle. Schnapps 5s per bottle. Cattos, Watson's, Usher's, Buchanan's and V.O. Liqueur Whiskies 5s 6d per bottle. Constantia, Muscat, Frontignac, Claret and other Australian Wine 3s 6d per bottle. Colonial Ales and Stouts 9s per doz. quarts. — [972, 1108, 1095, 1324]
meeting-dates: SATURDAY & MONDAY, JANUARY 22 & 24, 1916. — [563, 143, 689, 165]
ad-paragraph: usually priced at 7s 6d to 12s 6d. They represent all reliable makers and are exactly right in every respect—light, strong and made of good quality straw. Your choice of a dozen different styles and a complete range of sizes for — [429, 1610, 544, 1713]
rust-heading: RUST IN WHEAT. — [304, 44, 393, 54]
victoria-admission: ADMISSION 1/-. — [285, 1442, 355, 1453]
rush-heading: GREAT RUSH — [435, 1352, 538, 1369]
footwear-heading: CHRISTMAS — [711, 1617, 808, 1634]
ad-paragraph: The "C.M.R." Kid Gloves, 2 domes, in white and fashionable colours, 3/9 PER PAIR. The Popular Doeskin Glove, a white washing glove with 2 buttons, 6/9 PER PAIR. A splendid assortment of Fabric Gloves in popular colours, from 2/- TO 3/6 PER PAIR. — [429, 372, 544, 485]
race-entry: 3. FOXTON CUP (Open) 300 sovs. Second horse to receive 30 sovs. and third horse 20 sovs. from the stakes. Nominations 20s, acceptance 80s. To start at 1.35 p.m. Distance 1¼ miles. — [561, 632, 691, 705]
pullets-ad — [828, 1339, 963, 1510]
article-paragraph: A thrilling dramatic story of a Scotch regiment, written by the English novelist, Rita, produced by the London Film Company depicting scenes in the present day cataclysm, — [285, 965, 412, 1027]
redbird-ad — [828, 353, 1101, 565]
sent-post-free: SENT POST FREE FOR CASH WITH ORDER. — [852, 937, 1077, 948]
article-paragraph: The Auckland Cup was won by Balboa, Blackall being second and Snabthird. Tote-a-tete accounted for the Railway Handicap, Chakwana filling second place. — [13, 1108, 133, 1180]
coronation-support: With a Full Complement of Supporting Items. — [291, 1057, 406, 1078]
race-entry: 6. NEWMARKET STAKES, 150 sovs. Second horse to receive 20 sovs. and third horse 10 sovs. from the stakes. For 2-year-olds and upwards. Weight for Age. Winner of any race or races since August 1st, 1915, of the value of 75 sovs. to carry 7lb. penalty; of 150 sovs., 14lbs.; of 300 sovs., 21lbs.; of 500 sovs. or over, 28lbs. Nomination 20s, acceptance 40s. To start at 3.50 p.m. Distance, 6 furlongs. — [561, 1783, 691, 1937]
article-paragraph: Increase in 1915-16: 72,660 wheat, 58,867 oats, 6877 barley. — [144, 1644, 274, 1676]
divider — [285, 1731, 412, 1732]
ad-paragraph: BIKE is built by our Canadian cousins of the very best materials. It's hard-wearing and easy-running qualities are proverbial. Fitted with "John Bull" tyres (England's best, 15 months' warranty) it is sold for £13 13/- by — [834, 407, 1095, 448]
race-entry: 4. TRIAL STAKES, 100 sovs. Second horse to receive 20 sovs. and third horse 10 sovs. from the stakes. For 3-year-olds and upwards that have never won a flat race exceeding 30 sovs. in value at time of starting. Weights, 2-year-olds, 7st. 9lb.; 3-year-olds, 8st. 5lb.; 4-year-olds and upwards, 8st. 10lb. No allowances. Entry 40s. To start at 2.30 p.m. Distance, 5 furlongs. — [561, 707, 691, 851]
article-paragraph: Grandstand Handicap. — Princess Moutoa 1, Pursefiller 2, Master Achilles 3. Time, 1 min. 48 1-5 sec. — [13, 785, 133, 837]
article-paragraph: All Races to be run under the Rules of Racing as adopted by the Racing Conference of New Zealand. — [702, 521, 817, 573]
coronation-tonight: TO-NIGHT! — [305, 942, 392, 959]
article-paragraph: On the officers and men of my armies, whether now in France, in the East, or in other fields, I rely with an equal faith, confident that their devotion, their valour, and their self-sacrifice will, under God's guidance, lead to victory and an honourable peace. — [13, 1517, 133, 1620]
optician-name: E. HEALEY, — [442, 1294, 531, 1311]
notice-heading: NOTICE. — [329, 1486, 368, 1497]
article-paragraph: Pitinea Hurdles.—Hikahekeke 1, Patewauni 2, Glenorchy 3. Cyra also started. — [13, 888, 133, 929]
ad-paragraph: For Christmas we have some very fine RUBBER-TYRED TRICYCLES — The very thing for the kiddies. — [834, 512, 1095, 533]
signature: ENDELL WANKLYN, — [304, 1882, 393, 1893]
firm-town: FOXTON & LEVIN. — [923, 478, 1006, 489]
gloves-heading: GLOVES. — [451, 348, 522, 365]
ad-paragraph: ART UNION TICKETS, POST FREE.—The half-crown tickets for the McHardy £3,000 Art Union will be sent Post Free by us on receipt of cash. Win a life-time independence ! — [834, 1030, 1095, 1061]
firm-name: O'CONNOR & TYDEMAN. — [725, 1539, 794, 1561]
masthead-rule — [8, 34, 1106, 36]
race-entry: 2. ELECTRIC HACK HANDICAP, 100 sovs. Second horse to receive 20 sovs. and third horse 10 sovs. from the stakes. Nomination 20s, acceptance 20s. To start at 12.50 p.m. Distance, 6 furlongs. — [561, 547, 691, 630]
article-paragraph: The Manawatu Racing Club's summer meeting opened yesterday. It had been raining practically all night, and continued until midday with the result that the course and grounds were covered with pools of water, and the going was on the heavy side. The rain in the morning had a detrimental effect on the attendance, the small number of ladies present being particularly noticeable. A consequence of the smaller attendance was a falling off in the totalisator figures, over £5000 less being handled yesterday than on the corresponding day last year. The racing throughout was interesting, the handicapper concealing the winners fairly well. The fields, however, were on the small side, particularly in one or two races. — [13, 72, 133, 370]
article-paragraph: The unfortunate part of the affair for New Zealand is that it paid a high price, and that since then the market has fallen. And while the wheat bought on the account of the Government still remains in store in Montreal, this season's crops in New Zealand are large. — [144, 299, 274, 403]
parcel-box-label2: PARCEL — [944, 848, 985, 859]
divider — [144, 1367, 274, 1368]
divider — [285, 1290, 412, 1291]
germs-heading: THE GERMS OF CEREBRO-SPINAL MENINGITIS, — [301, 483, 396, 516]
